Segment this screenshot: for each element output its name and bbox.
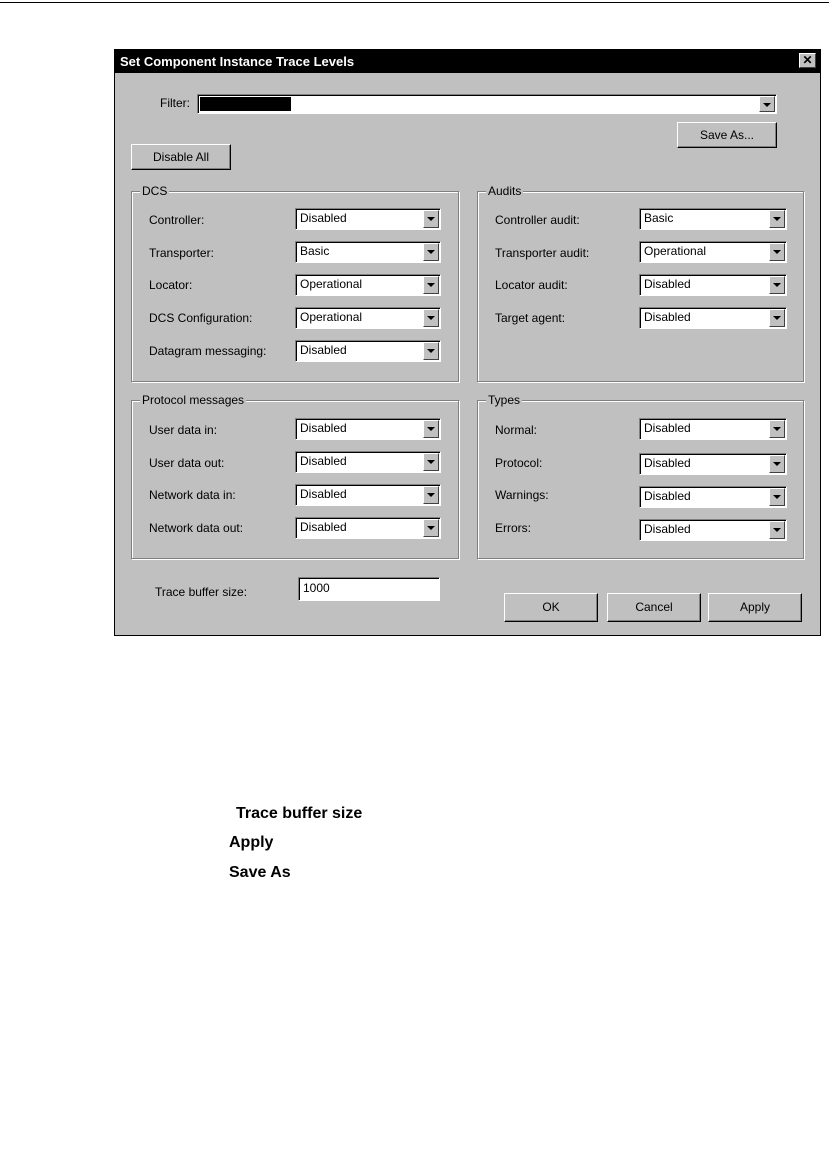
target-agent-select[interactable] [639, 307, 787, 329]
chevron-down-icon[interactable] [423, 453, 439, 471]
dcs-configuration-select[interactable] [295, 307, 441, 329]
chevron-down-icon[interactable] [769, 276, 785, 294]
types-group-title: Types [488, 393, 521, 407]
dialog-title: Set Component Instance Trace Levels [120, 54, 355, 69]
ok-button[interactable] [504, 593, 598, 622]
controller-label: Controller: [149, 213, 205, 227]
audits-group-title: Audits [488, 184, 522, 198]
datagram-messaging-select[interactable] [295, 340, 441, 362]
chevron-down-icon[interactable] [759, 96, 775, 112]
trace-buffer-size-label: Trace buffer size: [155, 585, 248, 599]
cancel-label: Cancel [635, 600, 673, 614]
warnings-select[interactable] [639, 486, 787, 508]
normal-select[interactable] [639, 418, 787, 440]
user-data-out-value: Disabled [300, 454, 347, 468]
target-agent-value: Disabled [644, 310, 691, 324]
protocol-messages-group-title: Protocol messages [142, 393, 245, 407]
transporter-audit-label: Transporter audit: [495, 246, 590, 260]
protocol-value: Disabled [644, 456, 691, 470]
trace-buffer-size-input[interactable] [298, 577, 440, 601]
protocol-label: Protocol: [495, 456, 543, 470]
chevron-down-icon[interactable] [423, 486, 439, 504]
dialog-titlebar [115, 50, 820, 73]
chevron-down-icon[interactable] [423, 210, 439, 228]
chevron-down-icon[interactable] [423, 420, 439, 438]
trace-levels-dialog [114, 49, 821, 636]
normal-value: Disabled [644, 421, 691, 435]
user-data-in-value: Disabled [300, 421, 347, 435]
warnings-label: Warnings: [495, 488, 549, 502]
network-data-out-select[interactable] [295, 517, 441, 539]
chevron-down-icon[interactable] [423, 309, 439, 327]
caption-apply: Apply [229, 834, 274, 851]
ok-label: OK [542, 600, 560, 614]
network-data-in-label: Network data in: [149, 488, 236, 502]
normal-label: Normal: [495, 423, 538, 437]
network-data-out-label: Network data out: [149, 521, 244, 535]
datagram-messaging-value: Disabled [300, 343, 347, 357]
transporter-value: Basic [300, 244, 330, 258]
disable-all-button[interactable] [131, 144, 231, 170]
target-agent-label: Target agent: [495, 311, 566, 325]
dcs-group-title: DCS [142, 184, 168, 198]
locator-label: Locator: [149, 278, 193, 292]
save-as-label: Save As... [699, 128, 755, 142]
network-data-in-value: Disabled [300, 487, 347, 501]
user-data-out-select[interactable] [295, 451, 441, 473]
chevron-down-icon[interactable] [769, 455, 785, 473]
dcs-configuration-label: DCS Configuration: [149, 311, 253, 325]
user-data-in-label: User data in: [149, 423, 218, 437]
chevron-down-icon[interactable] [769, 210, 785, 228]
network-data-out-value: Disabled [300, 520, 347, 534]
transporter-audit-value: Operational [644, 244, 707, 258]
chevron-down-icon[interactable] [423, 276, 439, 294]
warnings-value: Disabled [644, 489, 691, 503]
errors-value: Disabled [644, 522, 691, 536]
network-data-in-select[interactable] [295, 484, 441, 506]
transporter-label: Transporter: [149, 246, 214, 260]
protocol-select[interactable] [639, 453, 787, 475]
chevron-down-icon[interactable] [423, 243, 439, 261]
chevron-down-icon[interactable] [769, 521, 785, 539]
page-top-rule [0, 2, 829, 3]
locator-audit-value: Disabled [644, 277, 691, 291]
apply-button[interactable] [708, 593, 802, 622]
user-data-in-select[interactable] [295, 418, 441, 440]
locator-select[interactable] [295, 274, 441, 296]
trace-buffer-size-value: 1000 [303, 581, 330, 595]
apply-label: Apply [739, 600, 771, 614]
save-as-button[interactable] [677, 122, 777, 148]
chevron-down-icon[interactable] [423, 342, 439, 360]
user-data-out-label: User data out: [149, 456, 225, 470]
chevron-down-icon[interactable] [769, 488, 785, 506]
filter-select[interactable] [197, 94, 777, 114]
controller-audit-value: Basic [644, 211, 674, 225]
transporter-select[interactable] [295, 241, 441, 263]
caption-save-as: Save As [229, 864, 291, 881]
chevron-down-icon[interactable] [769, 243, 785, 261]
chevron-down-icon[interactable] [769, 420, 785, 438]
close-icon[interactable]: ✕ [799, 53, 816, 68]
filter-value: New Trace Filter [202, 97, 290, 111]
errors-select[interactable] [639, 519, 787, 541]
datagram-messaging-label: Datagram messaging: [149, 344, 267, 358]
errors-label: Errors: [495, 521, 531, 535]
cancel-button[interactable] [607, 593, 701, 622]
locator-value: Operational [300, 277, 363, 291]
dcs-configuration-value: Operational [300, 310, 363, 324]
chevron-down-icon[interactable] [769, 309, 785, 327]
controller-audit-select[interactable] [639, 208, 787, 230]
controller-select[interactable] [295, 208, 441, 230]
disable-all-label: Disable All [152, 150, 210, 164]
locator-audit-label: Locator audit: [495, 278, 568, 292]
transporter-audit-select[interactable] [639, 241, 787, 263]
locator-audit-select[interactable] [639, 274, 787, 296]
controller-audit-label: Controller audit: [495, 213, 580, 227]
filter-label: Filter: [160, 96, 190, 110]
chevron-down-icon[interactable] [423, 519, 439, 537]
caption-trace-buffer-size: Trace buffer size [236, 805, 363, 822]
controller-value: Disabled [300, 211, 347, 225]
